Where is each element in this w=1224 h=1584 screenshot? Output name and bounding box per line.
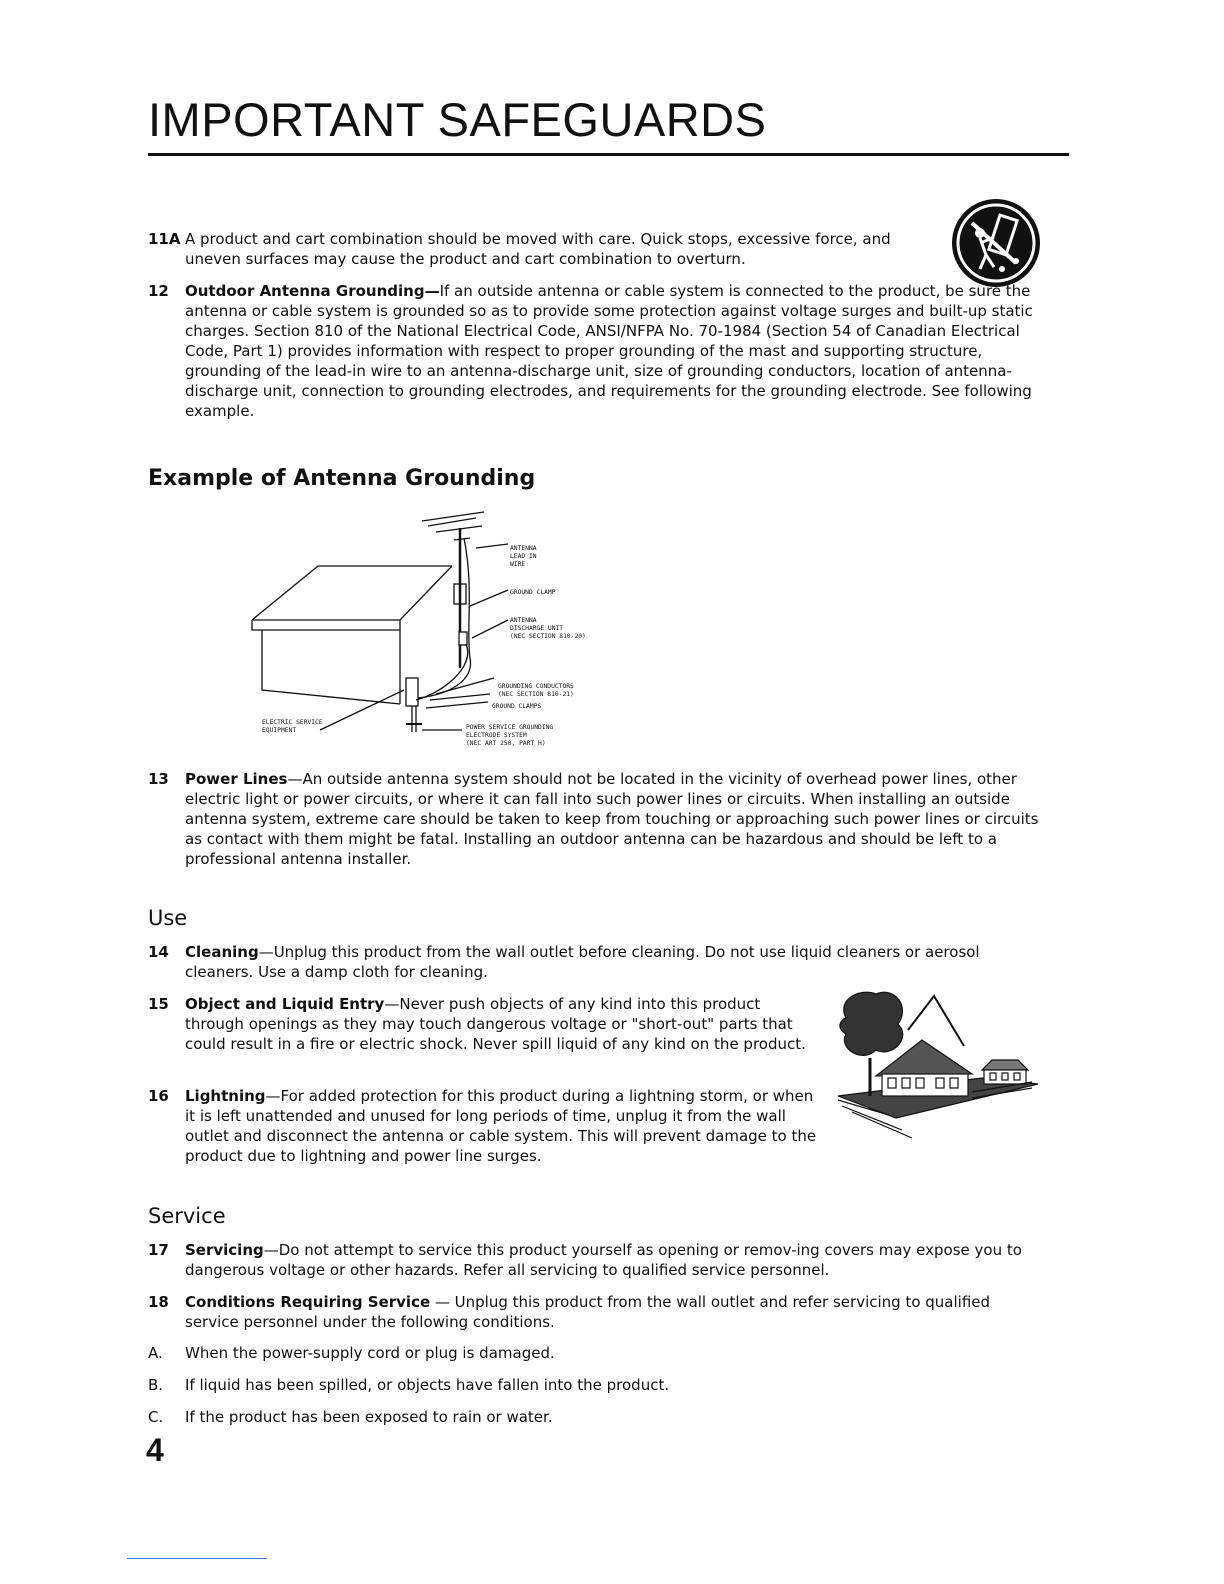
page-number: 4 <box>146 1432 164 1468</box>
diagram-label: GROUND CLAMP <box>510 589 556 596</box>
item-number: 16 <box>148 1087 169 1105</box>
condition-b <box>148 1375 1043 1395</box>
item-text: —Never push objects of any kind into this product through openings as they may touch dangerous voltage or "short-out" parts that could result in a fire or electric shock. Never spill liquid of any kind on the product. <box>185 995 806 1053</box>
safeguard-16 <box>148 1086 820 1166</box>
item-text: —An outside antenna system should not be located in the vicinity of overhead power lines, other electric light or power circuits, or where it can fall into such power lines or circuits. When installing an outside antenna system, extreme care should be taken to keep from touching or approaching such power lines or circuits as contact with them might be fatal. Installing an outdoor antenna can be hazardous and should be left to a professional antenna installer. <box>185 770 1039 868</box>
use-heading: Use <box>148 906 188 930</box>
diagram-label: (NEC SECTION 810-20) <box>510 633 586 640</box>
item-number: 11A <box>148 230 181 248</box>
diagram-label: (NEC ART 250, PART H) <box>466 740 546 747</box>
item-letter: C. <box>148 1408 164 1426</box>
item-text: —Do not attempt to service this product yourself as opening or remov-ing covers may expose you to dangerous voltage or other hazards. Refer all servicing to qualified service personnel. <box>185 1241 1022 1279</box>
title-rule <box>148 153 1069 156</box>
item-number: 12 <box>148 282 169 300</box>
safeguard-13 <box>148 769 1043 869</box>
item-text: If the product has been exposed to rain or water. <box>185 1408 553 1426</box>
item-number: 18 <box>148 1293 169 1311</box>
lightning-house-illustration <box>832 988 1042 1146</box>
item-heading: Power Lines <box>185 770 288 788</box>
diagram-label: ELECTRIC SERVICE <box>262 719 323 726</box>
item-number: 14 <box>148 943 169 961</box>
item-letter: A. <box>148 1344 163 1362</box>
item-text: When the power-supply cord or plug is damaged. <box>185 1344 555 1362</box>
item-heading: Outdoor Antenna Grounding— <box>185 282 440 300</box>
item-number: 17 <box>148 1241 169 1259</box>
item-number: 15 <box>148 995 169 1013</box>
diagram-label: ANTENNA <box>510 617 537 624</box>
item-text: —For added protection for this product during a lightning storm, or when it is left unattended and unused for long periods of time, unplug it from the wall outlet and disconnect the antenna or cable system. This will prevent damage to the product due to lightning and power line surges. <box>185 1087 817 1165</box>
condition-a <box>148 1343 1043 1363</box>
diagram-label: EQUIPMENT <box>262 727 297 734</box>
diagram-label: DISCHARGE UNIT <box>510 625 564 632</box>
item-text: A product and cart combination should be moved with care. Quick stops, excessive force, and uneven surfaces may cause the product and cart combination to overturn. <box>185 230 891 268</box>
item-heading: Conditions Requiring Service <box>185 1293 431 1311</box>
diagram-label: GROUND CLAMPS <box>492 703 542 710</box>
antenna-grounding-heading: Example of Antenna Grounding <box>148 466 536 491</box>
page-title: IMPORTANT SAFEGUARDS <box>148 93 767 146</box>
diagram-label: ANTENNA <box>510 545 537 552</box>
safeguard-18 <box>148 1292 1043 1332</box>
item-number: 13 <box>148 770 169 788</box>
safeguard-14 <box>148 942 1043 982</box>
service-heading: Service <box>148 1204 226 1228</box>
diagram-label: WIRE <box>510 561 526 568</box>
item-text: — Unplug this product from the wall outlet and refer servicing to qualified service personnel under the following conditions. <box>185 1293 991 1331</box>
diagram-label: ELECTRODE SYSTEM <box>466 732 527 739</box>
safeguard-11a <box>148 229 938 269</box>
item-heading: Cleaning <box>185 943 259 961</box>
diagram-label: POWER SERVICE GROUNDING <box>466 724 554 731</box>
antenna-grounding-diagram <box>240 508 620 752</box>
condition-c <box>148 1407 1043 1427</box>
safeguard-12 <box>148 281 1043 421</box>
item-heading: Servicing <box>185 1241 264 1259</box>
item-text: If liquid has been spilled, or objects have fallen into the product. <box>185 1376 670 1394</box>
safeguard-17 <box>148 1240 1043 1280</box>
diagram-label: GROUNDING CONDUCTORS <box>498 683 574 690</box>
item-text: If an outside antenna or cable system is connected to the product, be sure the antenna or cable system is grounded so as to provide some protection against voltage surges and built-up static charges. Section 810 of the National Electrical Code, ANSI/NFPA No. 70-1984 (Section 54 of Canadian Electrical Code, Part 1) provides information with respect to proper grounding of the mast and supporting structure, grounding of the lead-in wire to an antenna-discharge unit, size of grounding conductors, location of antenna-discharge unit, connection to grounding electrodes, and requirements for the grounding electrode. See following example. <box>185 282 1033 420</box>
diagram-label: LEAD IN <box>510 553 537 560</box>
cart-tip-over-warning-icon <box>950 197 1042 289</box>
item-heading: Lightning <box>185 1087 266 1105</box>
diagram-label: (NEC SECTION 810-21) <box>498 691 574 698</box>
item-text: —Unplug this product from the wall outlet before cleaning. Do not use liquid cleaners or aerosol cleaners. Use a damp cloth for cleaning. <box>185 943 980 981</box>
footer-link-underline <box>127 1558 267 1559</box>
item-heading: Object and Liquid Entry <box>185 995 385 1013</box>
item-letter: B. <box>148 1376 164 1394</box>
safeguard-15 <box>148 994 820 1054</box>
